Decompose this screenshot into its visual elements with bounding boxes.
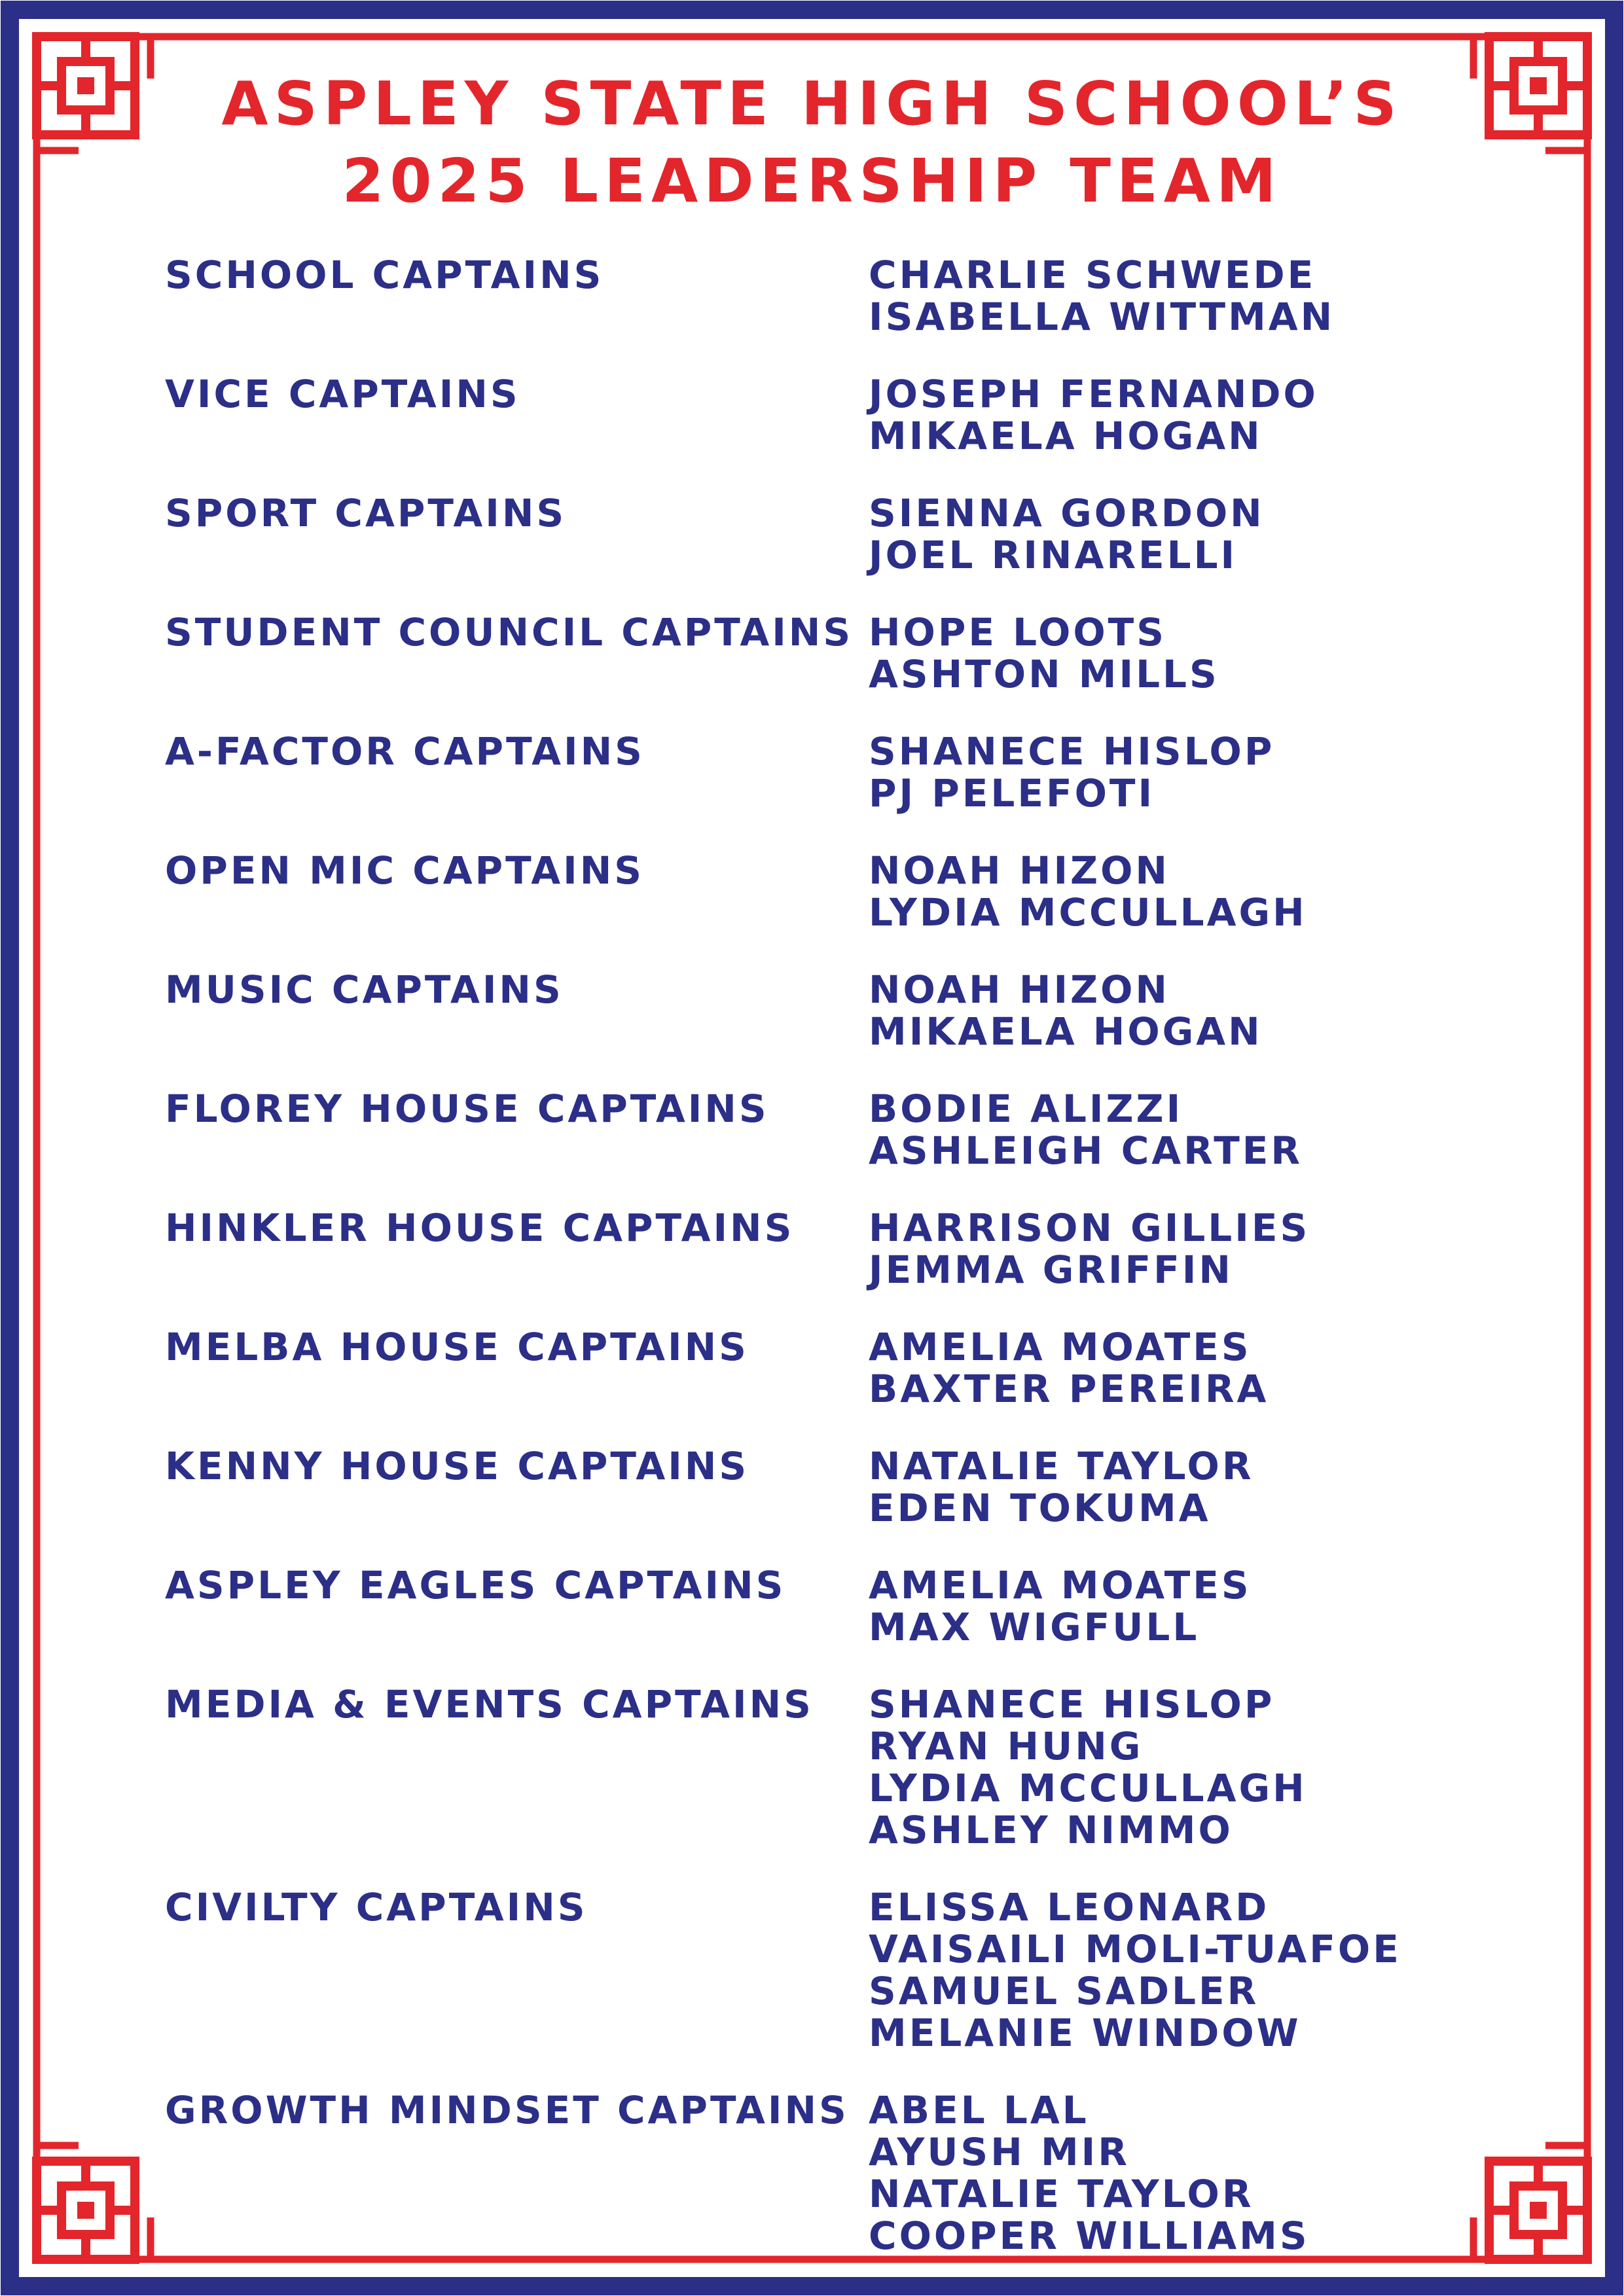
captain-names: [869, 850, 1307, 933]
captain-name: COOPER WILLIAMS: [869, 2214, 1310, 2258]
captain-name: BODIE ALIZZI: [869, 1086, 1183, 1131]
corner-fret-bottom-left: [37, 2161, 135, 2259]
captain-names: [869, 1564, 1252, 1648]
captain-name: NATALIE TAYLOR: [869, 2172, 1254, 2216]
captain-name: VAISAILI MOLI-TUAFOE: [869, 1927, 1401, 1971]
leadership-entry: [165, 1445, 1461, 1529]
captain-name: MAX WIGFULL: [869, 1605, 1200, 1649]
role-label: KENNY HOUSE CAPTAINS: [165, 1444, 749, 1488]
captain-name: PJ PELEFOTI: [869, 771, 1155, 816]
captain-names: [869, 730, 1274, 814]
leadership-entry: [165, 492, 1461, 576]
captain-name: HARRISON GILLIES: [869, 1206, 1310, 1250]
page-title: [0, 65, 1624, 220]
role-label: CIVILTY CAPTAINS: [165, 1885, 588, 1929]
leadership-entry: [165, 730, 1461, 814]
role-label: GROWTH MINDSET CAPTAINS: [165, 2088, 849, 2132]
captain-name: SHANECE HISLOP: [869, 729, 1275, 774]
captain-name: JOSEPH FERNANDO: [869, 372, 1318, 416]
captain-name: AMELIA MOATES: [869, 1325, 1252, 1369]
leadership-entry: [165, 1326, 1461, 1410]
captain-name: MIKAELA HOGAN: [869, 414, 1263, 458]
title-line-2: 2025 LEADERSHIP TEAM: [342, 146, 1282, 216]
captain-name: NOAH HIZON: [869, 848, 1170, 893]
captain-names: [869, 254, 1335, 338]
role-label: MELBA HOUSE CAPTAINS: [165, 1325, 749, 1369]
captain-name: MELANIE WINDOW: [869, 2011, 1301, 2055]
captain-name: HOPE LOOTS: [869, 610, 1167, 655]
leadership-entry: [165, 969, 1461, 1052]
captain-name: SHANECE HISLOP: [869, 1682, 1275, 1727]
captain-names: [869, 969, 1263, 1052]
leadership-entry: [165, 611, 1461, 695]
captain-names: [869, 492, 1265, 576]
captain-names: [869, 1445, 1254, 1529]
role-label: OPEN MIC CAPTAINS: [165, 848, 645, 893]
captain-name: AMELIA MOATES: [869, 1563, 1252, 1607]
captain-name: SAMUEL SADLER: [869, 1969, 1259, 2013]
leadership-entry: [165, 254, 1461, 338]
leadership-entry: [165, 1683, 1461, 1851]
leadership-entry: [165, 1564, 1461, 1648]
role-label: MEDIA & EVENTS CAPTAINS: [165, 1682, 814, 1727]
role-label: STUDENT COUNCIL CAPTAINS: [165, 610, 854, 655]
leadership-entry: [165, 2089, 1461, 2257]
captain-name: LYDIA MCCULLAGH: [869, 1766, 1307, 1810]
captain-names: [869, 1683, 1307, 1851]
role-label: A-FACTOR CAPTAINS: [165, 729, 645, 774]
captain-name: ISABELLA WITTMAN: [869, 295, 1335, 339]
captain-name: ASHLEIGH CARTER: [869, 1128, 1303, 1173]
captain-name: ABEL LAL: [869, 2088, 1089, 2132]
role-label: FLOREY HOUSE CAPTAINS: [165, 1086, 769, 1131]
captain-name: MIKAELA HOGAN: [869, 1009, 1263, 1054]
role-label: SCHOOL CAPTAINS: [165, 253, 604, 297]
leadership-list: [165, 254, 1461, 2292]
captain-name: ASHLEY NIMMO: [869, 1808, 1233, 1852]
role-label: ASPLEY EAGLES CAPTAINS: [165, 1563, 786, 1607]
captain-names: [869, 1326, 1269, 1410]
role-label: VICE CAPTAINS: [165, 372, 520, 416]
captain-name: NATALIE TAYLOR: [869, 1444, 1254, 1488]
captain-name: RYAN HUNG: [869, 1724, 1144, 1768]
captain-name: JEMMA GRIFFIN: [869, 1247, 1233, 1292]
captain-names: [869, 1088, 1303, 1172]
captain-names: [869, 1886, 1401, 2054]
leadership-entry: [165, 1088, 1461, 1172]
leadership-entry: [165, 1886, 1461, 2054]
role-label: SPORT CAPTAINS: [165, 491, 567, 535]
captain-name: CHARLIE SCHWEDE: [869, 253, 1316, 297]
leadership-entry: [165, 373, 1461, 457]
role-label: HINKLER HOUSE CAPTAINS: [165, 1206, 795, 1250]
captain-name: LYDIA MCCULLAGH: [869, 890, 1307, 935]
captain-name: NOAH HIZON: [869, 967, 1170, 1012]
role-label: MUSIC CAPTAINS: [165, 967, 564, 1012]
leadership-entry: [165, 1207, 1461, 1291]
captain-names: [869, 1207, 1310, 1291]
leadership-entry: [165, 850, 1461, 933]
title-line-1: ASPLEY STATE HIGH SCHOOL’S: [221, 69, 1403, 139]
captain-names: [869, 2089, 1310, 2257]
captain-name: EDEN TOKUMA: [869, 1486, 1211, 1530]
corner-fret-bottom-right: [1489, 2161, 1587, 2259]
captain-names: [869, 611, 1219, 695]
captain-name: BAXTER PEREIRA: [869, 1367, 1269, 1411]
captain-name: ASHTON MILLS: [869, 652, 1219, 696]
captain-name: SIENNA GORDON: [869, 491, 1265, 535]
captain-name: ELISSA LEONARD: [869, 1885, 1270, 1929]
captain-names: [869, 373, 1318, 457]
captain-name: AYUSH MIR: [869, 2130, 1130, 2174]
captain-name: JOEL RINARELLI: [869, 533, 1238, 577]
